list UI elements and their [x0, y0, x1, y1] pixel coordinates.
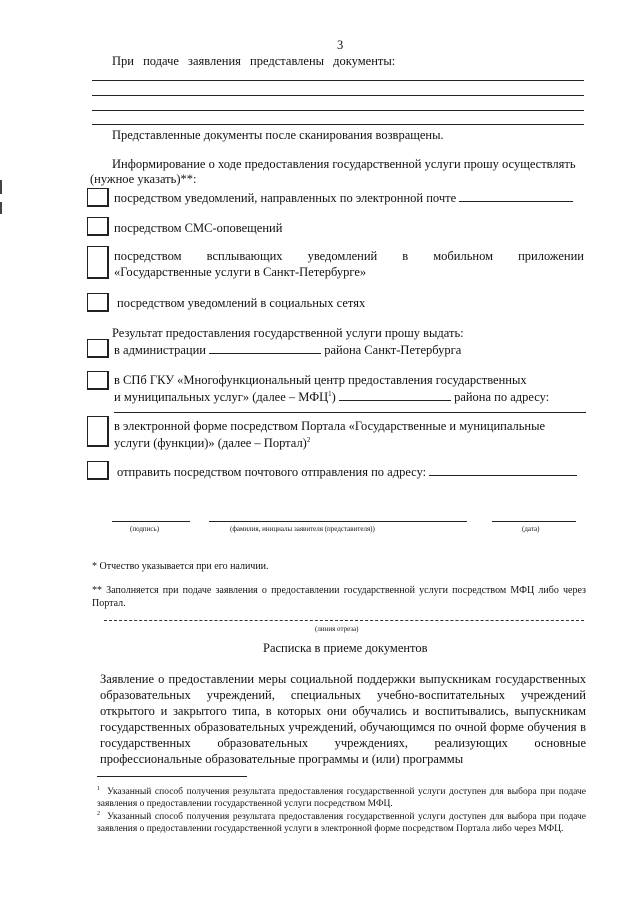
res-admin-label: в администрации района Санкт-Петербурга: [114, 343, 462, 357]
footnote-1: $^1$ Указанный способ получения результата предоставления государственной услуги доступен для выбора при подаче заявления о предоставлении государственной услуги посредством МФЦ.: [97, 786, 587, 810]
cut-line: [104, 620, 584, 621]
inform-line-1: Информирование о ходе предоставления государственной услуги прошу осуществлять: [112, 157, 576, 171]
note-filled: ** Заполняется при подаче заявления о предоставлении государственной услуги посредством МФЦ либо через Портал.: [92, 585, 586, 609]
scan-mark: [0, 180, 2, 194]
documents-line-1[interactable]: [92, 80, 584, 81]
checkbox-sms[interactable]: [87, 217, 109, 236]
note-patronymic: * Отчество указывается при его наличии.: [92, 561, 269, 572]
checkbox-mfc[interactable]: [87, 371, 109, 390]
signature-line[interactable]: [112, 521, 190, 522]
documents-line-3[interactable]: [92, 110, 584, 111]
sig-sign-caption: (подпись): [130, 525, 160, 533]
receipt-text: Заявление о предоставлении меры социальной поддержки выпускникам государственных образовательных учреждений, специальных учебно-воспитательных учреждений открытого и закрытого типа, в которых они обучались и воспитывались, выпускникам государственных образовательных учреждений, обучающимся по очной форме обучения в государственных образовательных учреждениях, реализующих основные профессиональные образовательные программы и (или) программы: [100, 672, 586, 766]
name-line[interactable]: [209, 521, 467, 522]
opt-app-line-1: посредством всплывающих уведомлений в мобильном приложении: [114, 249, 584, 263]
opt-social-label: посредством уведомлений в социальных сетях: [117, 296, 366, 310]
inform-line-2: (нужное указать)**:: [90, 172, 197, 186]
documents-line-2[interactable]: [92, 95, 584, 96]
returned-note: Представленные документы после сканирования возвращены.: [112, 128, 444, 142]
checkbox-admin[interactable]: [87, 339, 109, 358]
checkbox-app[interactable]: [87, 246, 109, 279]
email-field[interactable]: [459, 190, 573, 202]
res-mfc-line-1: в СПб ГКУ «Многофункциональный центр предоставления государственных: [114, 373, 527, 387]
checkbox-mail[interactable]: [87, 461, 109, 480]
mfc-address-line[interactable]: [114, 412, 586, 413]
mfc-district-field[interactable]: [339, 389, 451, 401]
documents-line-4[interactable]: [92, 124, 584, 125]
mail-address-field[interactable]: [429, 464, 577, 476]
page-number: 3: [337, 38, 344, 52]
checkbox-portal[interactable]: [87, 416, 109, 447]
checkbox-email[interactable]: [87, 188, 109, 207]
res-mfc-line-2: и муниципальных услуг» (далее – МФЦ$^1$) района по адресу:: [114, 390, 550, 405]
footnote-separator: [97, 776, 247, 777]
res-portal-line-2: услуги (функции)» (далее – Портал)$^2$: [114, 436, 311, 451]
res-portal-line-1: в электронной форме посредством Портала «Государственные и муниципальные: [114, 419, 546, 433]
sig-name-caption: (фамилия, инициалы заявителя (представителя)): [230, 525, 375, 533]
res-mail-label: отправить посредством почтового отправления по адресу:: [117, 464, 577, 479]
opt-sms-label: посредством СМС-оповещений: [114, 221, 283, 235]
checkbox-social[interactable]: [87, 293, 109, 312]
date-line[interactable]: [492, 521, 576, 522]
receipt-title: Расписка в приеме документов: [263, 641, 428, 655]
footnote-2: $^2$ Указанный способ получения результата предоставления государственной услуги доступен для выбора при подаче заявления о предоставлении государственной услуги в электронной форме посредством Портала либо через МФЦ.: [97, 811, 587, 835]
opt-app-line-2: «Государственные услуги в Санкт-Петербурге»: [114, 265, 367, 279]
cut-line-caption: (линия отреза): [315, 625, 359, 633]
documents-intro: При подаче заявления представлены документы:: [112, 54, 396, 68]
sig-date-caption: (дата): [522, 525, 540, 533]
district-field[interactable]: [209, 342, 321, 354]
scan-mark: [0, 202, 2, 214]
opt-email-label: посредством уведомлений, направленных по электронной почте: [114, 190, 573, 205]
result-intro: Результат предоставления государственной услуги прошу выдать:: [112, 326, 464, 340]
